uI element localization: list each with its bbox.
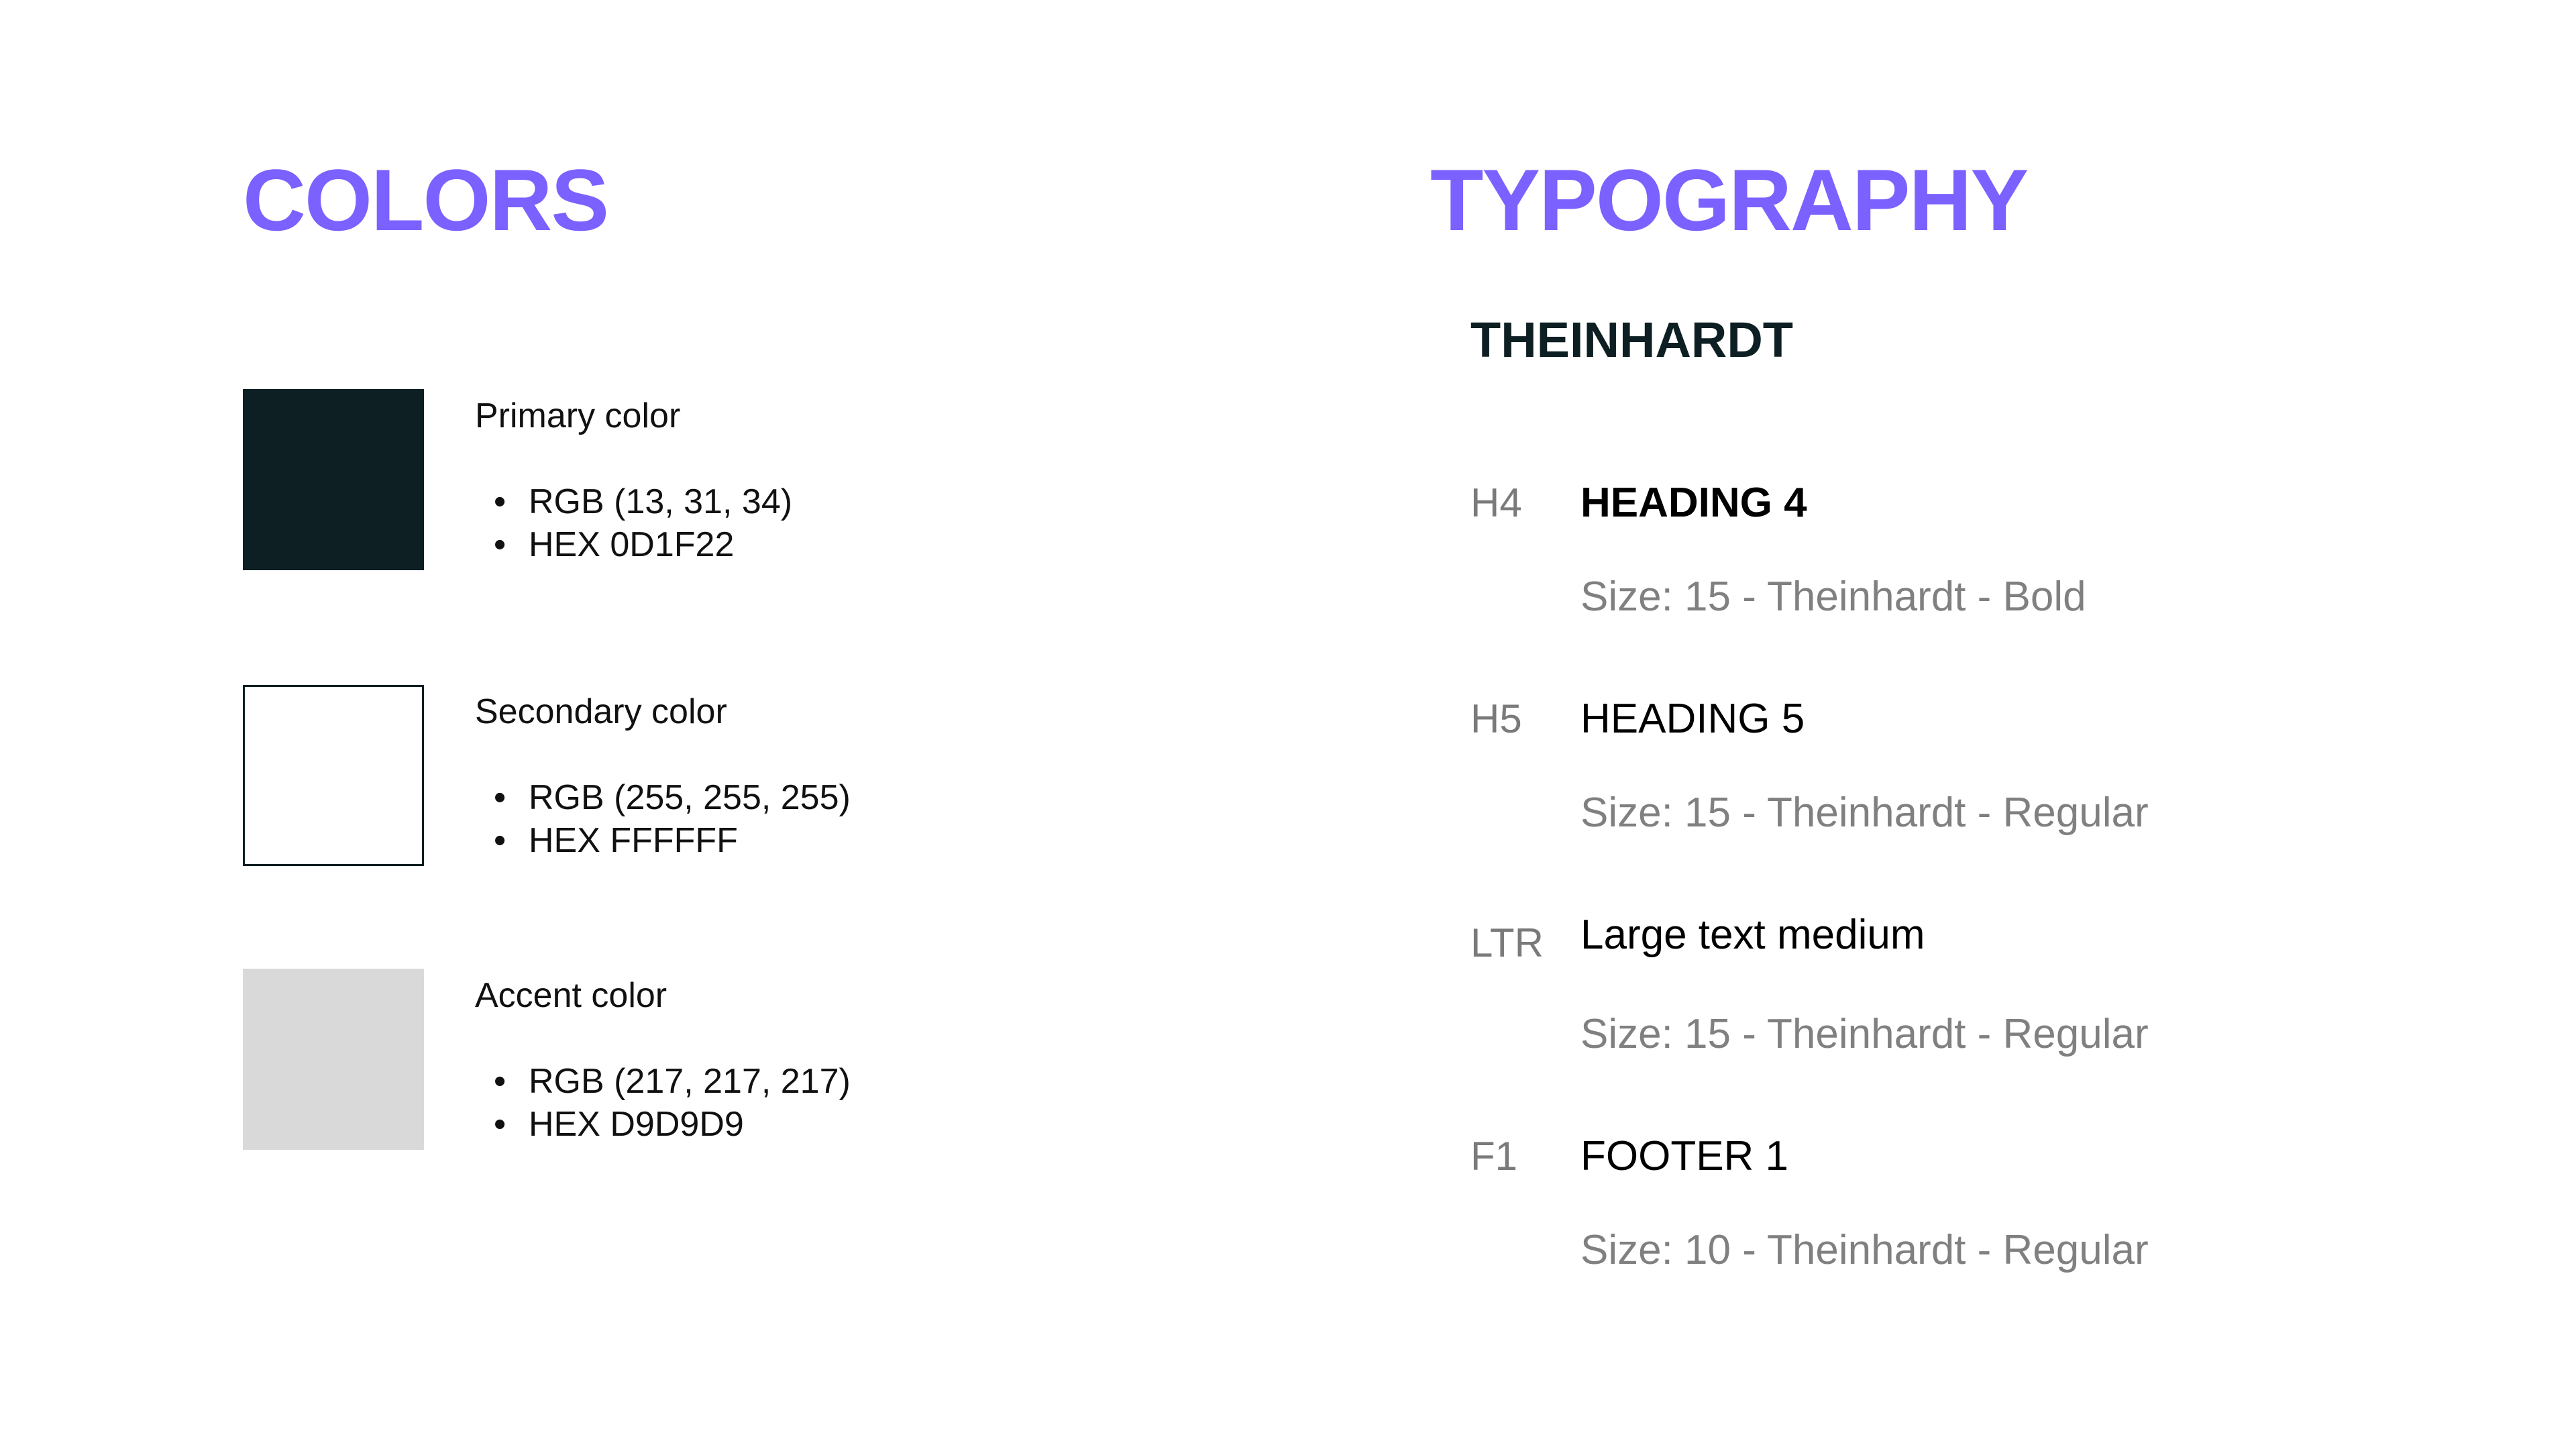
type-style-h4 <box>1470 478 2477 652</box>
accent-color-name: Accent color <box>475 976 667 1015</box>
secondary-color-rgb <box>475 776 851 819</box>
primary-color-name: Primary color <box>475 396 681 435</box>
bullet-icon: • <box>494 482 506 521</box>
type-code-h4: H4 <box>1470 480 1522 525</box>
type-sample-f1: FOOTER 1 <box>1580 1133 1789 1179</box>
type-sample-h4: HEADING 4 <box>1580 480 1807 526</box>
type-spec-f1: Size: 10 - Theinhardt - Regular <box>1580 1227 2149 1273</box>
primary-color-values <box>475 480 792 566</box>
accent-color-rgb <box>475 1060 851 1103</box>
accent-color-info <box>475 975 851 1146</box>
type-style-h5 <box>1470 694 2477 868</box>
type-style-ltr <box>1470 910 2477 1084</box>
type-code-f1: F1 <box>1470 1134 1518 1179</box>
primary-hex-text: HEX 0D1F22 <box>529 525 735 564</box>
secondary-color-info <box>475 692 851 862</box>
bullet-icon: • <box>494 1062 506 1101</box>
secondary-color-hex <box>475 819 851 862</box>
primary-color-rgb <box>475 480 792 523</box>
type-style-f1 <box>1470 1131 2477 1305</box>
colors-section-title: COLORS <box>243 151 608 249</box>
bullet-icon: • <box>494 778 506 817</box>
type-sample-h5: HEADING 5 <box>1580 696 1805 742</box>
typography-section-title: TYPOGRAPHY <box>1430 151 2028 249</box>
accent-color-hex <box>475 1103 851 1146</box>
bullet-icon: • <box>494 525 506 564</box>
secondary-color-values <box>475 776 851 862</box>
primary-rgb-text: RGB (13, 31, 34) <box>529 482 793 521</box>
primary-color-info <box>475 396 792 566</box>
accent-rgb-text: RGB (217, 217, 217) <box>529 1062 851 1101</box>
accent-color-swatch <box>243 969 424 1150</box>
secondary-hex-text: HEX FFFFFF <box>529 821 738 860</box>
type-spec-h4: Size: 15 - Theinhardt - Bold <box>1580 574 2086 620</box>
secondary-color-swatch <box>243 685 424 866</box>
type-code-h5: H5 <box>1470 696 1522 741</box>
type-spec-ltr: Size: 15 - Theinhardt - Regular <box>1580 1011 2149 1057</box>
secondary-color-name: Secondary color <box>475 692 727 731</box>
bullet-icon: • <box>494 821 506 860</box>
accent-hex-text: HEX D9D9D9 <box>529 1105 744 1144</box>
font-family-name: THEINHARDT <box>1470 312 1793 368</box>
type-spec-h5: Size: 15 - Theinhardt - Regular <box>1580 790 2149 836</box>
accent-color-values <box>475 1060 851 1146</box>
type-code-ltr: LTR <box>1470 920 1544 965</box>
primary-color-hex <box>475 523 792 566</box>
primary-color-swatch <box>243 389 424 570</box>
secondary-rgb-text: RGB (255, 255, 255) <box>529 778 851 817</box>
bullet-icon: • <box>494 1105 506 1144</box>
type-sample-ltr: Large text medium <box>1580 912 1925 958</box>
